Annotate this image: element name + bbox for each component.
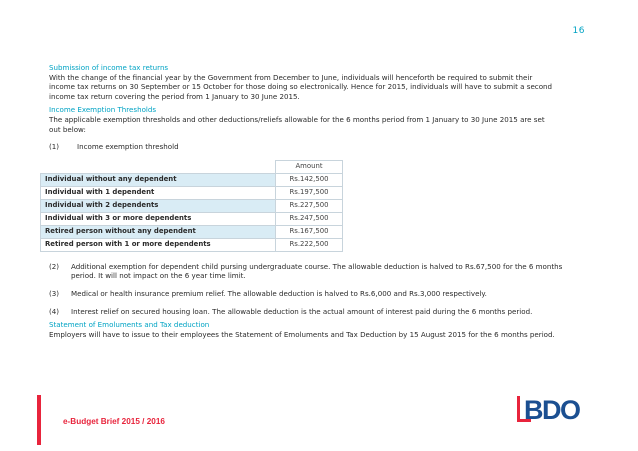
table-header-amount: Amount: [276, 160, 343, 173]
item-text: Income exemption threshold: [77, 142, 179, 152]
row-label: Individual with 1 dependent: [41, 186, 276, 199]
table-header-row: [41, 160, 343, 173]
item-2-line-1: Additional exemption for dependent child pursing undergraduate course. The allowable deduction is halved to Rs.67,500 for the 6 months: [71, 261, 563, 271]
exemption-item-3: [49, 289, 589, 299]
logo-text: BDO: [524, 395, 580, 425]
item-number: (2): [49, 261, 60, 271]
item-number: (4): [49, 306, 60, 316]
row-label: Retired person with 1 or more dependents: [41, 238, 276, 251]
submission-line-3: income tax return covering the period from 1 January to 30 June 2015.: [49, 91, 300, 101]
table-row: [41, 225, 343, 238]
footer-brief-title: e-Budget Brief 2015 / 2016: [63, 417, 165, 426]
exemption-line-2: out below:: [49, 124, 86, 134]
exemption-item-1: [49, 142, 589, 152]
row-amount: Rs.142,500: [276, 173, 343, 186]
row-amount: Rs.222,500: [276, 238, 343, 251]
statement-heading: Statement of Emoluments and Tax deduction: [49, 320, 210, 330]
row-amount: Rs.167,500: [276, 225, 343, 238]
item-number: (3): [49, 288, 60, 298]
footer-accent-bar: [37, 395, 41, 445]
submission-line-2: income tax returns on 30 September or 15 October for those doing so electronically. Hence for 2015, individuals will have to submit a second: [49, 82, 553, 92]
row-label: Individual with 2 dependents: [41, 199, 276, 212]
table-row: [41, 212, 343, 225]
submission-line-1: With the change of the financial year by the Government from December to June, individuals will henceforth be required to submit their: [49, 72, 533, 82]
row-label: Individual with 3 or more dependents: [41, 212, 276, 225]
statement-line-1: Employers will have to issue to their employees the Statement of Emoluments and Tax Deduction by 15 August 2015 for the 6 months period.: [49, 329, 555, 339]
exemption-item-2: [49, 262, 589, 281]
document-body: [45, 63, 589, 339]
item-3-text: Medical or health insurance premium relief. The allowable deduction is halved to Rs.6,000 and Rs.3,000 respectively.: [71, 288, 487, 298]
bdo-logo-icon: [517, 393, 589, 427]
item-number: (1): [49, 142, 60, 152]
row-label: Individual without any dependent: [41, 173, 276, 186]
row-amount: Rs.197,500: [276, 186, 343, 199]
exemption-threshold-table: [40, 160, 343, 252]
table-row: [41, 173, 343, 186]
table-row: [41, 186, 343, 199]
table-header-blank: [41, 160, 276, 173]
exemption-heading: Income Exemption Thresholds: [49, 105, 157, 115]
row-amount: Rs.227,500: [276, 199, 343, 212]
submission-heading: Submission of income tax returns: [49, 63, 169, 72]
item-2-line-2: period. It will not impact on the 6 year time limit.: [71, 271, 246, 281]
item-4-text: Interest relief on secured housing loan. The allowable deduction is the actual amount of interest paid during the 6 months period.: [71, 306, 533, 316]
exemption-line-1: The applicable exemption thresholds and other deductions/reliefs allowable for the 6 months period from 1 January to 30 June 2015 are set: [49, 114, 545, 124]
table-row: [41, 238, 343, 251]
table-row: [41, 199, 343, 212]
exemption-item-4: [49, 307, 589, 317]
page-number: 16: [572, 26, 585, 36]
row-label: Retired person without any dependent: [41, 225, 276, 238]
row-amount: Rs.247,500: [276, 212, 343, 225]
